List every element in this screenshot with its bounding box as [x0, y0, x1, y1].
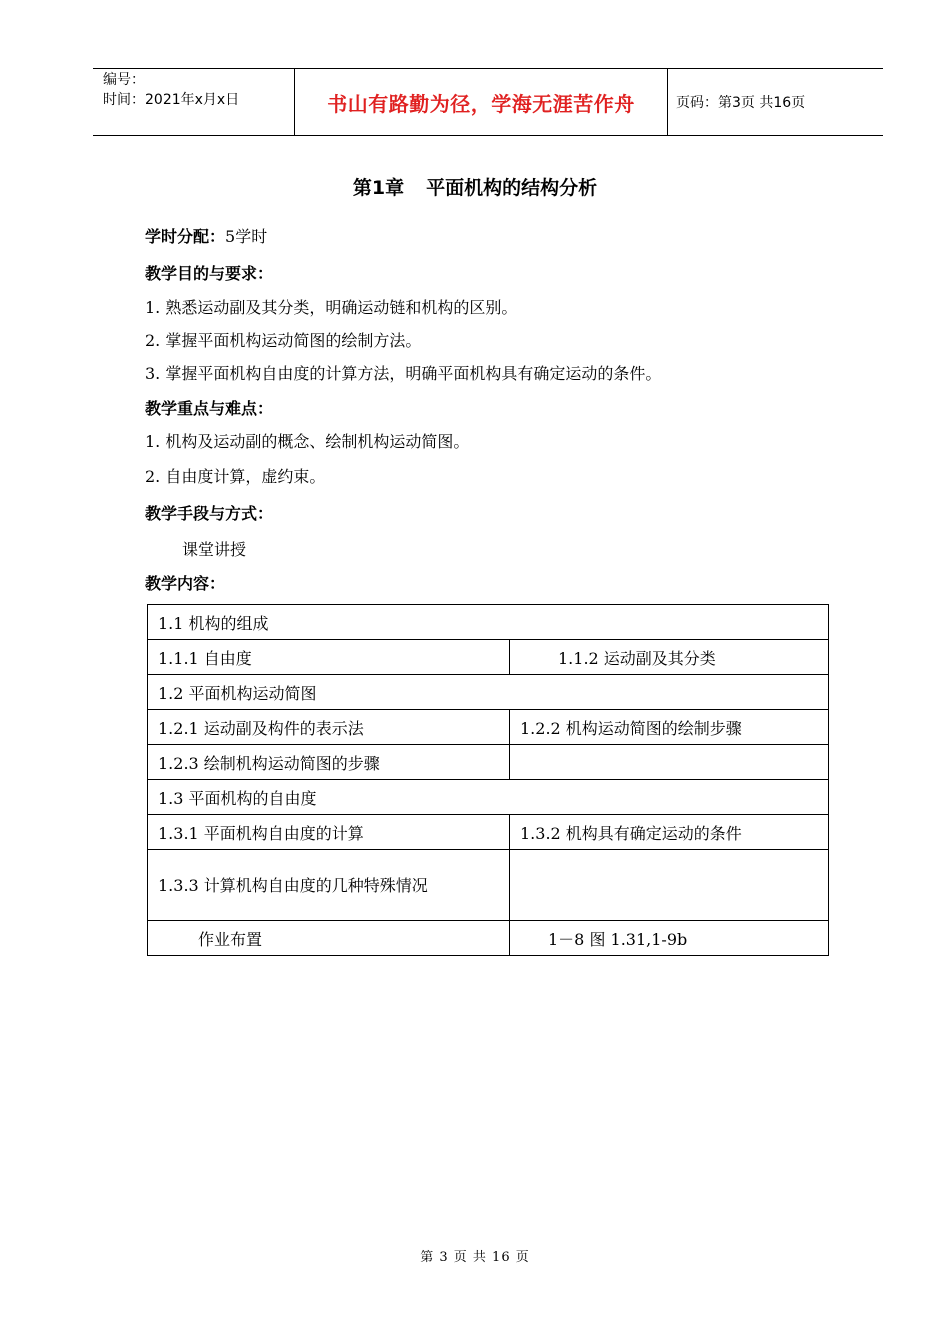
header-divider	[667, 69, 668, 135]
methods-value: 课堂讲授	[182, 540, 247, 559]
hours-label: 学时分配：	[145, 227, 226, 246]
header-top-rule	[93, 68, 883, 69]
table-row	[148, 605, 829, 640]
key-point-item: 1. 机构及运动副的概念、绘制机构运动简图。	[145, 432, 470, 451]
table-cell: 1.1.1 自由度	[148, 640, 510, 675]
chapter-title	[0, 173, 950, 200]
serial-label: 编号：	[103, 72, 145, 88]
table-cell: 1－8 图 1.31,1-9b	[510, 921, 829, 956]
table-cell: 1.3.2 机构具有确定运动的条件	[510, 815, 829, 850]
table-row	[148, 850, 829, 921]
objective-item: 3. 掌握平面机构自由度的计算方法，明确平面机构具有确定运动的条件。	[145, 364, 662, 383]
objective-item: 1. 熟悉运动副及其分类，明确运动链和机构的区别。	[145, 298, 518, 317]
table-cell: 1.2 平面机构运动简图	[148, 675, 829, 710]
header-page-number: 页码：第3页 共16页	[676, 95, 806, 111]
table-cell: 1.1.2 运动副及其分类	[510, 640, 829, 675]
time-label: 时间：2021年x月x日	[103, 92, 240, 108]
table-cell: 1.3 平面机构的自由度	[148, 780, 829, 815]
table-row	[148, 710, 829, 745]
table-cell: 1.3.1 平面机构自由度的计算	[148, 815, 510, 850]
table-row	[148, 780, 829, 815]
key-points-heading: 教学重点与难点：	[145, 399, 274, 418]
table-row	[148, 640, 829, 675]
table-cell: 1.2.3 绘制机构运动简图的步骤	[148, 745, 510, 780]
page-footer: 第 3 页 共 16 页	[420, 1250, 530, 1265]
content-heading: 教学内容：	[145, 574, 226, 593]
table-row	[148, 921, 829, 956]
table-row	[148, 675, 829, 710]
table-row	[148, 815, 829, 850]
table-cell: 1.2.2 机构运动简图的绘制步骤	[510, 710, 829, 745]
header-bottom-rule	[93, 135, 883, 136]
table-cell: 1.1 机构的组成	[148, 605, 829, 640]
chapter-name: 平面机构的结构分析	[426, 177, 598, 199]
table-cell: 作业布置	[148, 921, 510, 956]
header-meta	[103, 70, 239, 110]
hours-line	[145, 224, 267, 247]
objectives-heading: 教学目的与要求：	[145, 264, 274, 283]
methods-heading: 教学手段与方式：	[145, 504, 274, 523]
table-cell: 1.2.1 运动副及构件的表示法	[148, 710, 510, 745]
table-cell	[510, 850, 829, 921]
chapter-number: 第1章	[352, 177, 405, 199]
objective-item: 2. 掌握平面机构运动简图的绘制方法。	[145, 331, 422, 350]
table-row	[148, 745, 829, 780]
table-cell	[510, 745, 829, 780]
content-table	[147, 604, 829, 956]
header-motto: 书山有路勤为径，学海无涯苦作舟	[327, 92, 635, 116]
table-cell: 1.3.3 计算机构自由度的几种特殊情况	[148, 850, 510, 921]
hours-value: 5学时	[225, 227, 268, 246]
key-point-item: 2. 自由度计算，虚约束。	[145, 467, 326, 486]
